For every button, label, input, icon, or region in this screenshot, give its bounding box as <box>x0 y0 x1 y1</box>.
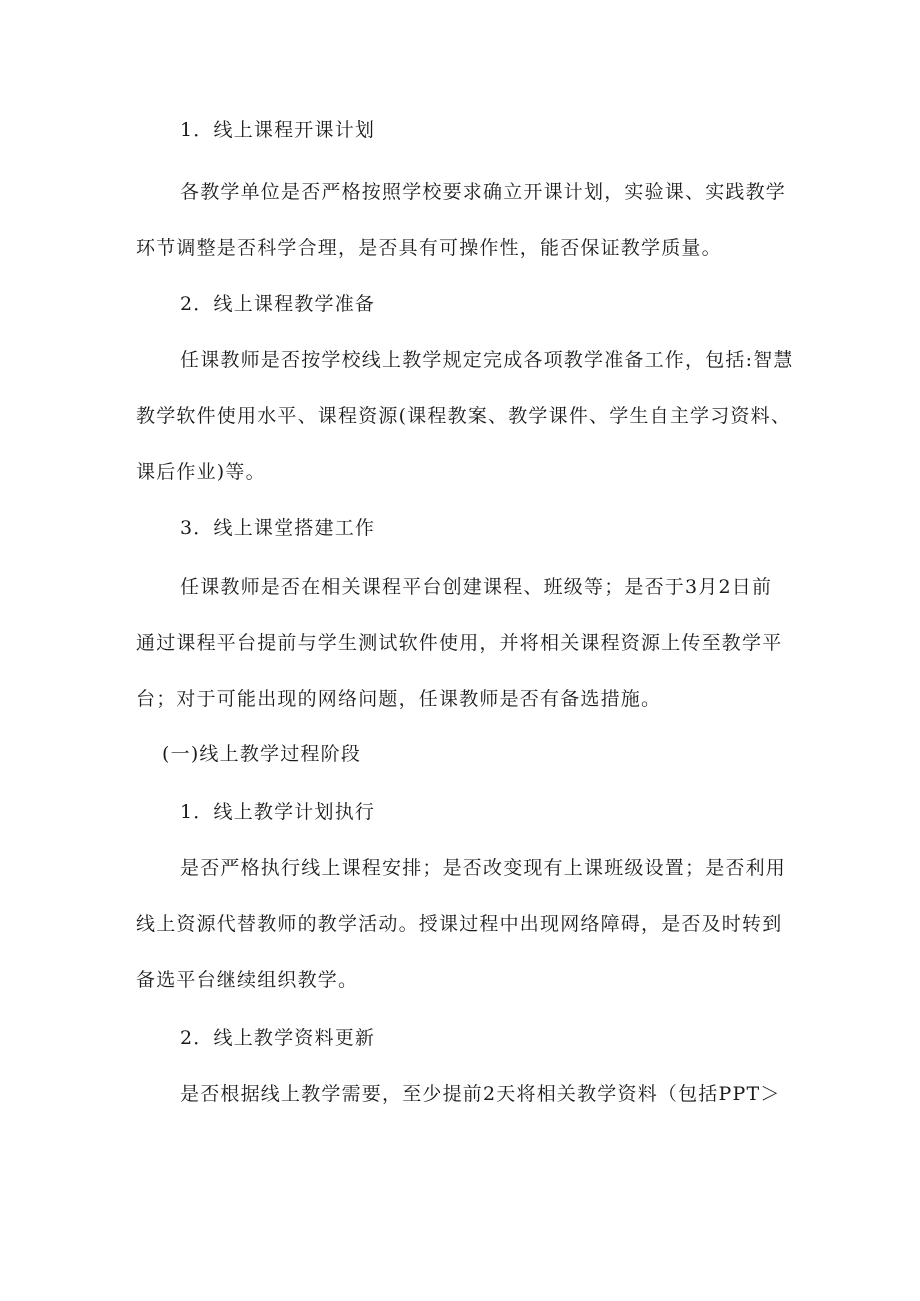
paragraph-line: 备选平台继续组织教学。 <box>136 969 359 991</box>
paragraph-line: 各教学单位是否严格按照学校要求确立开课计划，实验课、实践教学 <box>180 181 787 203</box>
paragraph-line: 教学软件使用水平、课程资源(课程教案、教学课件、学生自主学习资料、 <box>136 405 792 427</box>
paragraph-line: 任课教师是否按学校线上教学规定完成各项教学准备工作，包括:智慧 <box>180 349 794 371</box>
paragraph-line: 任课教师是否在相关课程平台创建课程、班级等；是否于3月2日前 <box>180 576 773 598</box>
paragraph-line: 课后作业)等。 <box>136 461 266 483</box>
paragraph-line: 台；对于可能出现的网络问题，任课教师是否有备选措施。 <box>136 688 662 710</box>
paragraph-line: 环节调整是否科学合理，是否具有可操作性，能否保证教学质量。 <box>136 237 722 259</box>
heading-plan-execution: 1．线上教学计划执行 <box>180 801 376 823</box>
heading-material-update: 2．线上教学资料更新 <box>180 1027 376 1049</box>
section-heading: (一)线上教学过程阶段 <box>162 743 362 765</box>
heading-teaching-prep: 2．线上课程教学准备 <box>180 293 376 315</box>
paragraph-line: 通过课程平台提前与学生测试软件使用，并将相关课程资源上传至教学平 <box>136 632 783 654</box>
paragraph-line: 线上资源代替教师的教学活动。授课过程中出现网络障碍，是否及时转到 <box>136 913 783 935</box>
heading-course-plan: 1．线上课程开课计划 <box>180 119 376 141</box>
heading-classroom-setup: 3．线上课堂搭建工作 <box>180 517 376 539</box>
paragraph-line: 是否严格执行线上课程安排；是否改变现有上课班级设置；是否利用 <box>180 857 787 879</box>
paragraph-line: 是否根据线上教学需要，至少提前2天将相关教学资料（包括PPT＞ <box>180 1083 781 1105</box>
